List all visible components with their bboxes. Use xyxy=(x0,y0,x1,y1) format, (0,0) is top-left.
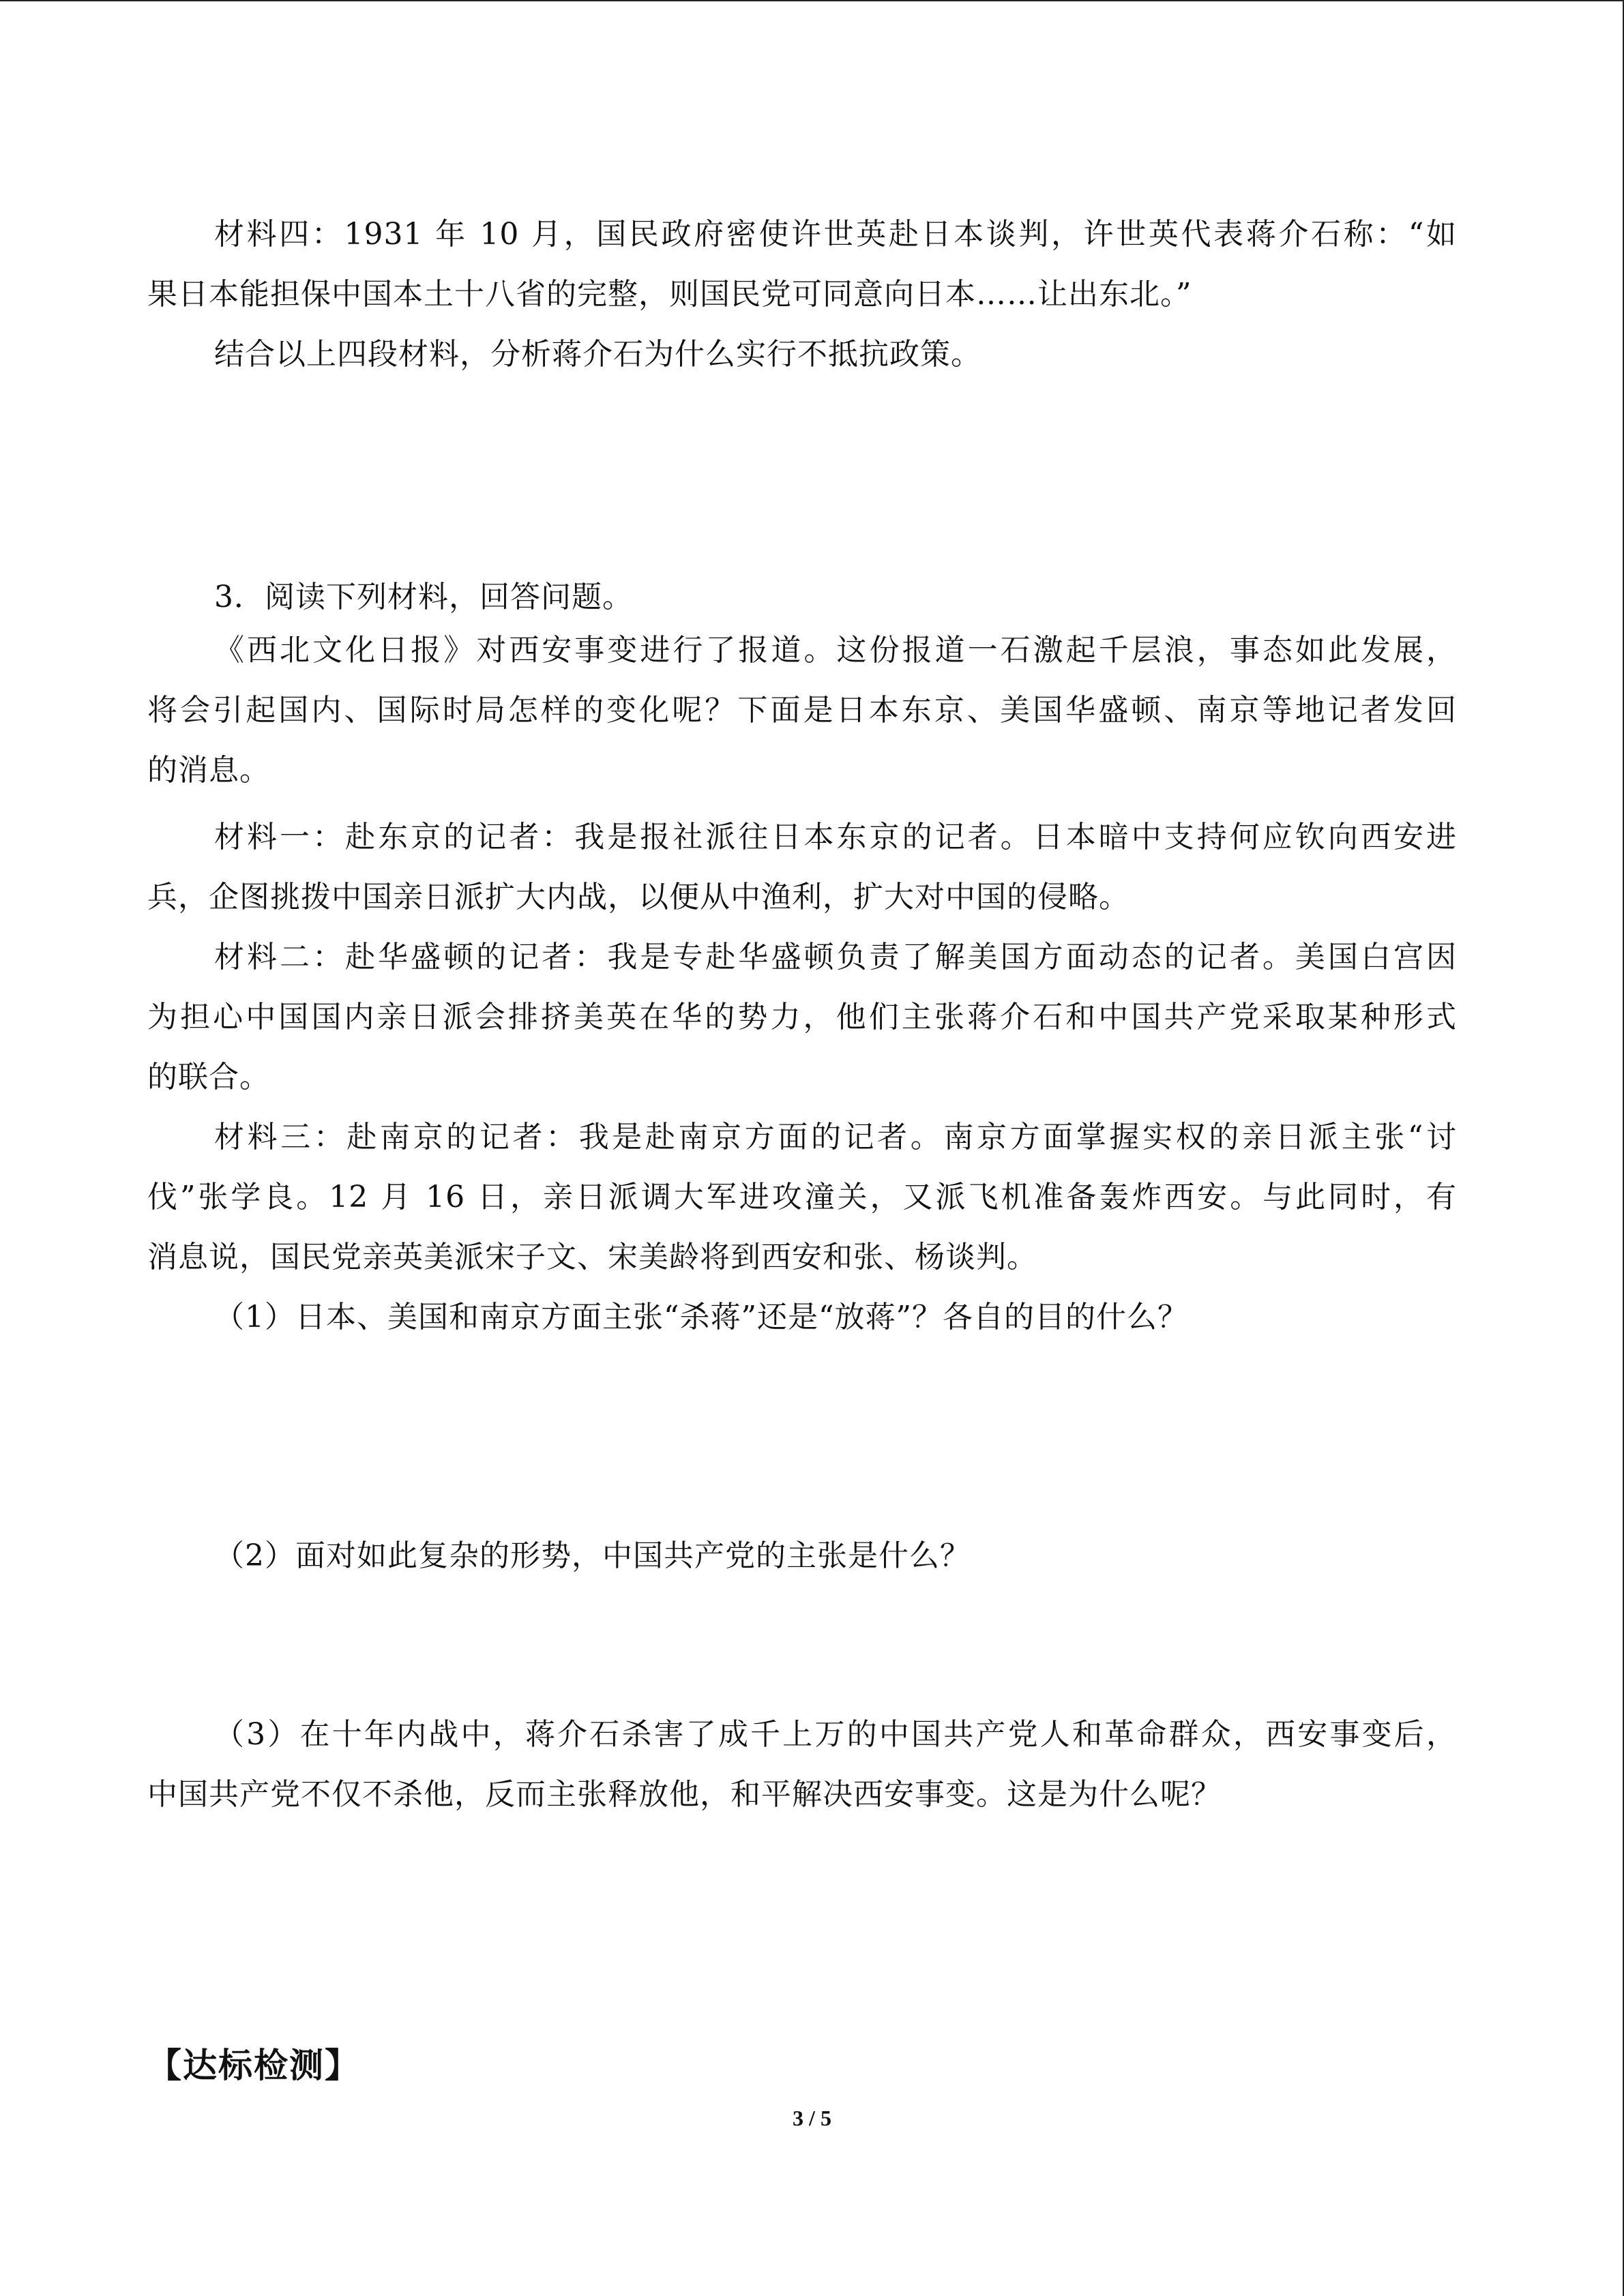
q3-material3-line3: 消息说，国民党亲英美派宋子文、宋美龄将到西安和张、杨谈判。 xyxy=(147,1240,1037,1274)
q3-intro-line1: 《西北文化日报》对西安事变进行了报道。这份报道一石激起千层浪，事态如此发展， xyxy=(214,633,1457,668)
q3-intro-line2: 将会引起国内、国际时局怎样的变化呢？下面是日本东京、美国华盛顿、南京等地记者发回 xyxy=(147,693,1457,728)
q3-subquestion1: （1）日本、美国和南京方面主张“杀蒋”还是“放蒋”？各自的目的什么？ xyxy=(214,1300,1188,1335)
q3-material2-line3: 的联合。 xyxy=(147,1060,270,1094)
q3-intro-line3: 的消息。 xyxy=(147,753,270,788)
q3-subquestion3-line2: 中国共产党不仅不杀他，反而主张释放他，和平解决西安事变。这是为什么呢？ xyxy=(147,1777,1222,1812)
q3-subquestion2: （2）面对如此复杂的形势，中国共产党的主张是什么？ xyxy=(214,1538,971,1573)
q3-material2-line1: 材料二：赴华盛顿的记者：我是专赴华盛顿负责了解美国方面动态的记者。美国白宫因 xyxy=(214,940,1457,974)
q3-material3-line2: 伐”张学良。12 月 16 日，亲日派调大军进攻潼关，又派飞机准备轰炸西安。与此同时，有 xyxy=(147,1180,1457,1214)
q3-material1-line2: 兵，企图挑拨中国亲日派扩大内战，以便从中渔利，扩大对中国的侵略。 xyxy=(147,880,1130,914)
q3-title: 3．阅读下列材料，回答问题。 xyxy=(214,580,633,614)
q3-material1-line1: 材料一：赴东京的记者：我是报社派往日本东京的记者。日本暗中支持何应钦向西安进 xyxy=(214,820,1457,854)
section-heading: 【达标检测】 xyxy=(147,2046,360,2085)
material4-line1: 材料四：1931 年 10 月，国民政府密使许世英赴日本谈判，许世英代表蒋介石称：“如 xyxy=(214,217,1457,252)
q3-material3-line1: 材料三：赴南京的记者：我是赴南京方面的记者。南京方面掌握实权的亲日派主张“讨 xyxy=(214,1120,1457,1154)
q3-subquestion3-line1: （3）在十年内战中，蒋介石杀害了成千上万的中国共产党人和革命群众，西安事变后， xyxy=(214,1717,1457,1752)
page-number: 3 / 5 xyxy=(793,2106,831,2130)
q3-material2-line2: 为担心中国国内亲日派会排挤美英在华的势力，他们主张蒋介石和中国共产党采取某种形式 xyxy=(147,1000,1457,1034)
material4-question: 结合以上四段材料，分析蒋介石为什么实行不抵抗政策。 xyxy=(214,337,981,372)
material4-line2: 果日本能担保中国本土十八省的完整，则国民党可同意向日本……让出东北。” xyxy=(147,277,1192,312)
